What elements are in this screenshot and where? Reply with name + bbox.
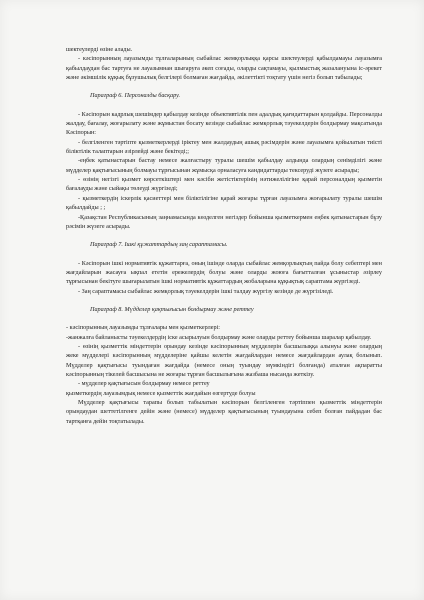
paragraph: - кәсіпорынның лауазымды тұлғаларының сыбайлас жемқорлыққа қарсы шектеулерді қабылдамауы лауазымға қабылдаудан бас тартуға не лауазымнан шығаруға әкеп соғады, оларды сақтамауы, қылмыстық жазалануына іс-әрекет және әкімшілік құқық бұзушылық белгілері болмаған жағдайда, әкілеттікті тоқтату үшін негіз болып табылады; — [66, 55, 382, 82]
paragraph: -еңбек қатынастарын бастау немесе жалғастыру туралы шешім қабылдау алдында олардың сенімділігі және мүдделер қақтығысының болмауы тұрғысынан жұмысқа орналасуға кандидаттарды тексеруді жүзеге асырады; — [66, 157, 382, 174]
section-heading: Параграф 7. Ішкі құжаттардың заң сараптамасы. — [90, 241, 228, 249]
section-heading: Параграф 8. Мүдделер қақтығысын болдырмау және реттеу — [90, 305, 254, 313]
paragraph: -Қазақстан Республикасының заңнамасында көзделген негіздер бойынша қызметкермен еңбек қатынастарын бұзу рәсімін жүзеге асырады. — [66, 213, 382, 230]
paragraph: Мүдделер қақтығысы тарапы болып табылатын кәсіпорын белгіленген тәртіппен қызметтік міндеттерін орындаудан шеттетілгенге дейін және (немесе) мүдделер қақтығысының туындауына себеп болған пайдадан бас тартқанға дейін тоқтатылады. — [66, 399, 382, 425]
paragraph: - Кәсіпорын кадрлық шешімдер қабылдау кезінде объективтілік пен адалдық қағидаттарын қолдайды. Персоналды жалдау, бағалау, жоғарылату және жұмыстан босату кезінде сыбайлас жемқорлық тәуекелдерін болдырмау мақсатында Кәсіпорын: — [66, 110, 382, 137]
paragraph: - Кәсіпорын ішкі нормативтік құжаттарға, оның ішінде оларда сыбайлас жемқорлықтың пайда болу себептері мен жағдайларын жасауға ықпал ететін ережелердің болуы және оларды жоюға бағытталған ұсыныстар әзірлеу тұрғысынан бекітуге шығарылатын ішкі нормативтік құжаттардың жобаларына құқықтық сараптама жүргізеді. — [66, 259, 382, 286]
paragraph: -жанжалға байланысты тәуекелдердің іске асырылуын болдырмау және оларды реттеу бойынша шаралар қабылдау. — [66, 333, 372, 341]
paragraph: - өзінің негізгі қызмет көрсеткіштері мен кәсіби жетістіктерінің нәтижелілігіне қарай персоналдың қызметін бағалауды және сыйақы төлеуді жүргізеді; — [66, 176, 382, 193]
paragraph: - белгіленген тәртіпте қызметкерлерді іріктеу мен жалдаудың ашық рәсімдерін және лауазымға қойылатын тиісті біліктілік талаптарын әзірлейді және бекітеді;; — [66, 138, 382, 156]
paragraph: - өзінің қызметтік міндеттерін орындау кезінде кәсіпорынның мүдделерін басшылыққа алынуы және олардың жеке мүдделері кәсіпорынның мүдделеріне қайшы келетін жағдайлардан немесе жағдайлардан аулақ болынып. Мүдделер қақтығысы туындаған жағдайда (немесе оның туындау мүмкіндігі болғанда) аталған ақпаратты кәсіпорынның тікелей басшысына не жоғары тұрған басшылығына жазбаша нысанда жеткізу. — [66, 342, 382, 378]
paragraph: - қызметкердің іскерлік қасиеттері мен біліктілігіне қарай жоғары тұрған лауазымға жоғарылату туралы шешім қабылдайды ; ; — [66, 194, 382, 212]
paragraph: шектеулерді өзіне алады. — [66, 46, 133, 53]
paragraph: - мүдделер қақтығысын болдырмау немесе реттеу — [78, 380, 210, 388]
document-body — [66, 45, 382, 426]
section-heading: Параграф 6. Персоналды басқару. — [90, 92, 181, 100]
paragraph: - кәсіпорынның лауазымды тұлғалары мен қызметкерлері: — [66, 324, 221, 332]
paragraph: - Заң сараптамасы сыбайлас жемқорлық тәуекелдерін ішкі талдау жүргізу кезінде де жүргізіледі. — [78, 287, 334, 295]
paragraph: қызметкердің лауазымдық немесе қызметтік жағдайын өзгертуде болуы — [66, 389, 256, 397]
